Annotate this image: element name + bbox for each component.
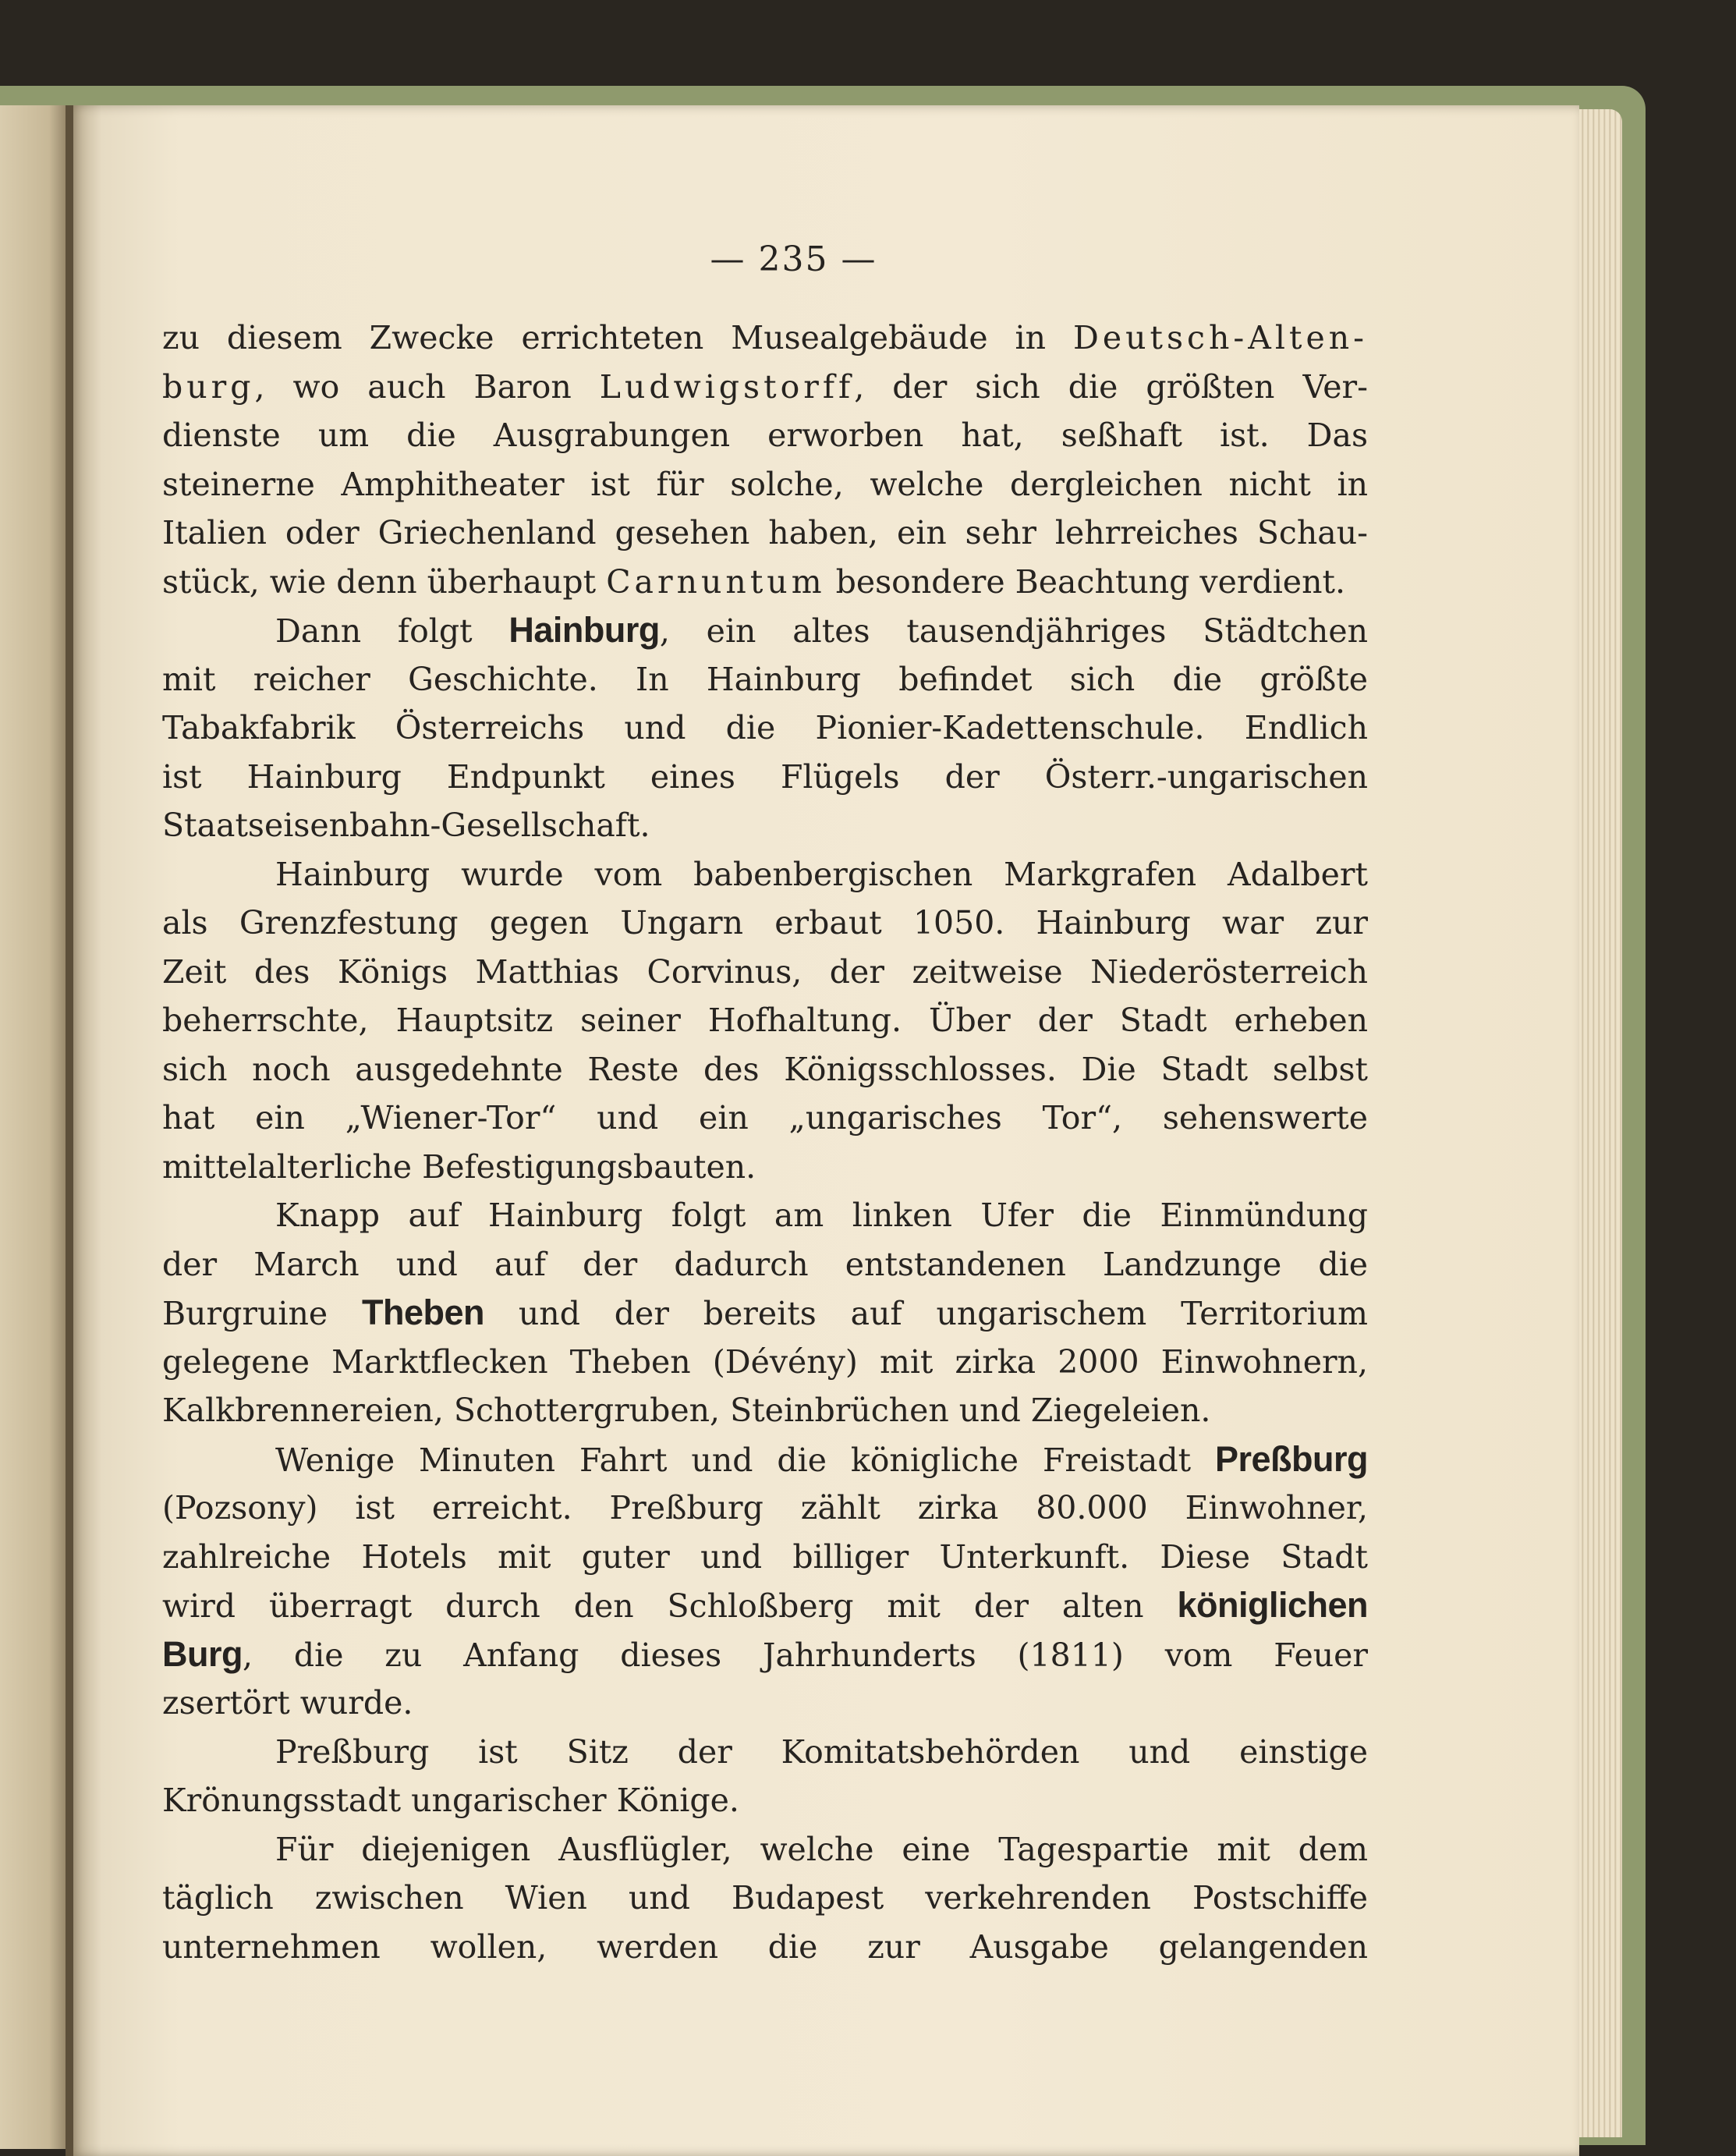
book-gutter <box>66 105 73 2156</box>
text-line <box>162 1728 1368 1777</box>
text-run: besondere Beachtung verdient. <box>825 562 1345 601</box>
text-line <box>162 1045 1368 1094</box>
text-run: täglich zwischen Wien und Budapest verkehrenden Postschiffe <box>162 1879 1368 1917</box>
text-run: , ein altes tausendjähriges Städtchen <box>659 612 1368 650</box>
text-run: Krönungsstadt ungarischer Könige. <box>162 1782 739 1819</box>
text-line <box>162 411 1368 460</box>
text-run: sich noch ausgedehnte Reste des Königsschlosses. Die Stadt selbst <box>162 1050 1368 1088</box>
text-run: wird überragt durch den Schloßberg mit der alten <box>162 1587 1178 1625</box>
text-run: dienste um die Ausgrabungen erworben hat, seßhaft ist. Das <box>162 417 1368 454</box>
text-run: zahlreiche Hotels mit guter und billiger Unterkunft. Diese Stadt <box>162 1537 1368 1576</box>
text-run: Hainburg wurde vom babenbergischen Markgrafen Adalbert <box>275 855 1368 893</box>
spaced-name: Deutsch-Alten- <box>1072 319 1368 356</box>
text-line <box>162 1338 1368 1387</box>
text-line <box>162 1191 1368 1240</box>
text-run: und der bereits auf ungarischem Territorium <box>484 1295 1369 1332</box>
text-run: , der sich die größten Ver- <box>854 367 1369 406</box>
text-line <box>162 1825 1368 1874</box>
text-line <box>162 1776 1368 1825</box>
text-run: ist Hainburg Endpunkt eines Flügels der Österr.-ungarischen <box>162 757 1368 796</box>
text-run: Tabakfabrik Österreichs und die Pionier-Kadettenschule. Endlich <box>162 709 1368 746</box>
text-run: mittelalterliche Befestigungsbauten. <box>162 1147 756 1186</box>
text-line <box>162 948 1368 997</box>
text-run: unternehmen wollen, werden die zur Ausgabe gelangenden <box>162 1927 1368 1966</box>
text-run: mit reicher Geschichte. In Hainburg befindet sich die größte <box>162 660 1368 698</box>
text-run: als Grenzfestung gegen Ungarn erbaut 1050. Hainburg war zur <box>162 904 1368 941</box>
bold-place-name: Preßburg <box>1214 1438 1368 1479</box>
text-run: zu diesem Zwecke errichteten Musealgebäude in <box>162 319 1073 356</box>
text-run: hat ein „Wiener-Tor“ und ein „ungarisches Tor“, sehenswerte <box>162 1099 1368 1137</box>
text-run: (Pozsony) ist erreicht. Preßburg zählt zirka 80.000 Einwohner, <box>162 1489 1368 1527</box>
text-run: gelegene Marktflecken Theben (Dévény) mit zirka 2000 Einwohnern, <box>162 1342 1368 1381</box>
text-run: Preßburg ist Sitz der Komitatsbehörden und einstige <box>275 1732 1368 1771</box>
bold-place-name: Burg <box>162 1633 243 1674</box>
text-line <box>162 314 1368 363</box>
text-line <box>162 753 1368 802</box>
text-line <box>162 850 1368 899</box>
text-line <box>162 1289 1368 1338</box>
text-run: Kalkbrennereien, Schottergruben, Steinbrüchen und Ziegeleien. <box>162 1392 1211 1429</box>
text-line <box>162 1386 1368 1435</box>
body-text <box>162 314 1368 1971</box>
text-line <box>162 509 1368 558</box>
bold-place-name: Theben <box>362 1293 485 1332</box>
spaced-name: Carnuntum <box>606 562 826 601</box>
text-line <box>162 558 1368 607</box>
spaced-name: burg <box>162 367 255 406</box>
text-line <box>162 1874 1368 1923</box>
text-line <box>162 801 1368 850</box>
text-line <box>162 1240 1368 1289</box>
text-line <box>162 1143 1368 1192</box>
text-line <box>162 1435 1368 1484</box>
text-run: Zeit des Königs Matthias Corvinus, der zeitweise Niederösterreich <box>162 952 1368 991</box>
text-run: Burgruine <box>162 1295 363 1332</box>
text-line <box>162 996 1368 1045</box>
text-run: , die zu Anfang dieses Jahrhunderts (1811) vom Feuer <box>243 1636 1368 1674</box>
text-line <box>162 1679 1368 1728</box>
text-run: Staatseisenbahn-Gesellschaft. <box>162 807 650 844</box>
text-run: der March und auf der dadurch entstandenen Landzunge die <box>162 1245 1368 1283</box>
text-run: steinerne Amphitheater ist für solche, welche dergleichen nicht in <box>162 465 1368 503</box>
text-run: Italien oder Griechenland gesehen haben, ein sehr lehrreiches Schau- <box>162 514 1368 551</box>
text-line <box>162 1484 1368 1533</box>
text-run: Wenige Minuten Fahrt und die königliche Freistadt <box>275 1441 1215 1479</box>
text-run: , wo auch Baron <box>254 367 600 406</box>
text-run: zsertört wurde. <box>162 1684 413 1722</box>
text-run: stück, wie denn überhaupt <box>162 562 607 601</box>
text-line <box>162 1923 1368 1972</box>
page-number: — 235 — <box>710 239 877 279</box>
text-run: Dann folgt <box>275 612 509 650</box>
text-line <box>162 704 1368 753</box>
text-run: Für diejenigen Ausflügler, welche eine Tagespartie mit dem <box>275 1830 1368 1868</box>
text-line <box>162 1630 1368 1679</box>
text-run: beherrschte, Hauptsitz seiner Hofhaltung. Über der Stadt erheben <box>162 1002 1368 1039</box>
bold-place-name: Hainburg <box>508 610 660 650</box>
bold-place-name: königlichen <box>1177 1585 1368 1625</box>
text-line <box>162 899 1368 948</box>
text-line <box>162 460 1368 509</box>
left-page-edge <box>0 105 70 2149</box>
text-line <box>162 1533 1368 1582</box>
text-line <box>162 363 1368 412</box>
text-line <box>162 1581 1368 1630</box>
spaced-name: Ludwigstorff <box>599 367 855 406</box>
text-line <box>162 655 1368 704</box>
text-line <box>162 606 1368 655</box>
text-line <box>162 1094 1368 1143</box>
text-run: Knapp auf Hainburg folgt am linken Ufer die Einmündung <box>275 1197 1368 1234</box>
